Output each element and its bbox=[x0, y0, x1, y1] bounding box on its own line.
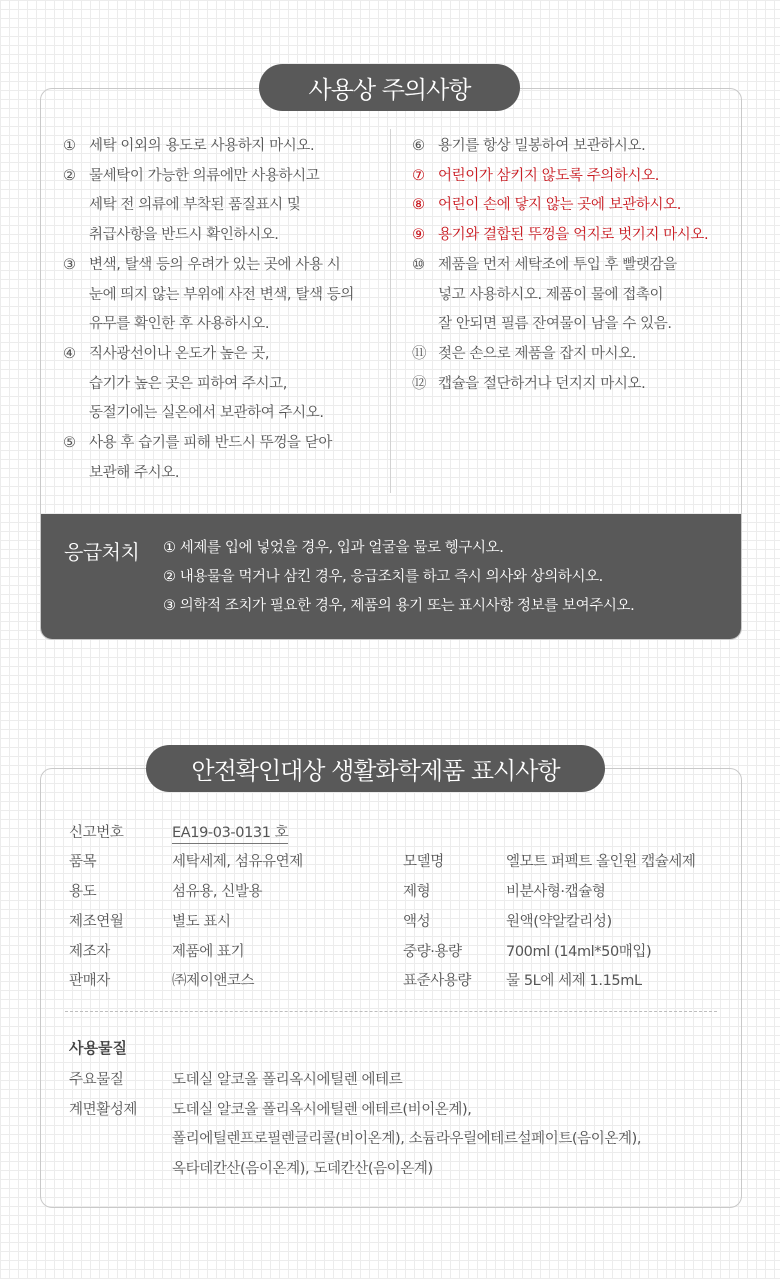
item-text bbox=[89, 132, 314, 162]
item-line: 습기가 높은 곳은 피하여 주시고, bbox=[89, 375, 287, 392]
info-value: 세탁세제, 섬유유연제 bbox=[172, 854, 303, 870]
item-line: 직사광선이나 온도가 높은 곳, bbox=[89, 345, 270, 362]
item-text bbox=[89, 429, 332, 488]
item-line: 용기를 항상 밀봉하여 보관하시오. bbox=[438, 138, 646, 154]
item-number: ⑫ bbox=[412, 375, 427, 392]
info-label: 제형 bbox=[403, 884, 431, 900]
item-line: 넣고 사용하시오. 제품이 물에 접촉이 bbox=[438, 286, 664, 303]
precautions-card bbox=[40, 88, 742, 640]
item-number: ⑦ bbox=[412, 167, 425, 184]
item-text bbox=[438, 191, 681, 221]
precautions-right-list bbox=[412, 132, 732, 399]
precaution-item bbox=[412, 251, 732, 340]
dashed-divider bbox=[65, 1011, 717, 1012]
item-line: 제품을 먼저 세탁조에 투입 후 빨랫감을 bbox=[438, 256, 677, 273]
report-no-value: EA19-03-0131 호 bbox=[172, 821, 288, 844]
item-number: ⑪ bbox=[412, 345, 427, 362]
info-value: 비분사형·캡슐형 bbox=[506, 884, 606, 900]
item-number: ① bbox=[63, 138, 76, 154]
substances-title: 사용물질 bbox=[69, 1039, 127, 1057]
precaution-item bbox=[412, 370, 732, 400]
precaution-item bbox=[63, 132, 393, 162]
item-number: ⑨ bbox=[412, 227, 425, 244]
item-number: ③ bbox=[63, 256, 76, 273]
item-number: ② bbox=[63, 167, 76, 184]
report-no-label: 신고번호 bbox=[69, 825, 124, 841]
item-text bbox=[89, 162, 319, 251]
item-line: 젖은 손으로 제품을 잡지 마시오. bbox=[438, 345, 636, 362]
item-line: 눈에 띄지 않는 부위에 사전 변색, 탈색 등의 bbox=[89, 286, 354, 303]
info-value: 700ml (14ml*50매입) bbox=[506, 944, 652, 960]
item-number: ⑤ bbox=[63, 435, 76, 452]
item-text bbox=[438, 162, 659, 192]
item-text bbox=[438, 132, 645, 162]
info-value: 물 5L에 세제 1.15mL bbox=[506, 973, 642, 989]
precaution-item bbox=[63, 429, 393, 488]
precaution-item bbox=[63, 162, 393, 251]
info-label: 품목 bbox=[69, 854, 97, 870]
item-number: ④ bbox=[63, 345, 76, 362]
info-value: 제품에 표기 bbox=[172, 944, 245, 960]
item-line: 세탁 전 의류에 부착된 품질표시 및 bbox=[89, 197, 301, 214]
info-value: 엘모트 퍼펙트 올인원 캡슐세제 bbox=[506, 854, 696, 870]
item-line: 사용 후 습기를 피해 반드시 뚜껑을 닫아 bbox=[89, 435, 332, 452]
item-text bbox=[438, 370, 645, 400]
item-number: ⑧ bbox=[412, 197, 425, 214]
item-number: ⑥ bbox=[412, 138, 425, 154]
item-line: 동절기에는 실온에서 보관하여 주시오. bbox=[89, 405, 324, 422]
surfactant-value: 도데실 알코올 폴리옥시에틸렌 에테르(비이온계), bbox=[172, 1102, 472, 1118]
info-value: 원액(약알칼리성) bbox=[506, 914, 612, 930]
info-label: 제조자 bbox=[69, 944, 110, 960]
item-line: 캡슐을 절단하거나 던지지 마시오. bbox=[438, 375, 646, 392]
info-value: 섬유용, 신발용 bbox=[172, 884, 263, 900]
item-line: 어린이가 삼키지 않도록 주의하시오. bbox=[438, 167, 659, 184]
precaution-item bbox=[63, 251, 393, 340]
first-aid-list bbox=[163, 534, 634, 621]
precaution-item bbox=[63, 340, 393, 429]
main-substance-label: 주요물질 bbox=[69, 1072, 124, 1088]
first-aid-item: ① 세제를 입에 넣었을 경우, 입과 얼굴을 물로 헹구시오. bbox=[163, 540, 504, 556]
precautions-left-list bbox=[63, 132, 393, 488]
precaution-item bbox=[412, 162, 732, 192]
precaution-item bbox=[412, 132, 732, 162]
item-line: 용기와 결합된 뚜껑을 억지로 벗기지 마시오. bbox=[438, 227, 709, 244]
precaution-item bbox=[412, 340, 732, 370]
first-aid-item: ③ 의학적 조치가 필요한 경우, 제품의 용기 또는 표시사항 정보를 보여주시오. bbox=[163, 598, 635, 614]
surfactant-value: 폴리에틸렌프로필렌글리콜(비이온계), 소듐라우릴에테르설페이트(음이온계), bbox=[172, 1131, 642, 1147]
item-line: 보관해 주시오. bbox=[89, 464, 180, 481]
info-value: 별도 표시 bbox=[172, 914, 231, 930]
first-aid-title: 응급처치 bbox=[64, 540, 140, 564]
surfactant-label: 계면활성제 bbox=[69, 1102, 138, 1118]
item-line: 잘 안되면 필름 잔여물이 남을 수 있음. bbox=[438, 316, 672, 333]
info-label: 제조연월 bbox=[69, 914, 124, 930]
precaution-item bbox=[412, 191, 732, 221]
first-aid-panel bbox=[41, 514, 741, 639]
item-line: 어린이 손에 닿지 않는 곳에 보관하시오. bbox=[438, 197, 681, 214]
surfactant-value: 옥타데칸산(음이온계), 도데칸산(음이온계) bbox=[172, 1161, 433, 1177]
item-text bbox=[438, 221, 708, 251]
info-value: ㈜제이앤코스 bbox=[172, 973, 255, 989]
main-substance-value: 도데실 알코올 폴리옥시에틸렌 에테르 bbox=[172, 1072, 403, 1088]
item-number: ⑩ bbox=[412, 256, 425, 273]
info-label: 중량·용량 bbox=[403, 944, 462, 960]
item-line: 변색, 탈색 등의 우려가 있는 곳에 사용 시 bbox=[89, 256, 341, 273]
item-line: 유무를 확인한 후 사용하시오. bbox=[89, 316, 270, 333]
label-info-title: 안전확인대상 생활화학제품 표시사항 bbox=[146, 745, 605, 792]
info-label: 판매자 bbox=[69, 973, 110, 989]
item-text bbox=[89, 340, 324, 429]
column-divider bbox=[390, 129, 391, 493]
precautions-title: 사용상 주의사항 bbox=[259, 64, 520, 111]
item-text bbox=[438, 251, 677, 340]
info-label: 표준사용량 bbox=[403, 973, 472, 989]
item-text bbox=[89, 251, 354, 340]
item-line: 취급사항을 반드시 확인하시오. bbox=[89, 227, 279, 244]
info-label: 모델명 bbox=[403, 854, 444, 870]
precaution-item bbox=[412, 221, 732, 251]
first-aid-item: ② 내용물을 먹거나 삼킨 경우, 응급조치를 하고 즉시 의사와 상의하시오. bbox=[163, 569, 603, 585]
item-line: 물세탁이 가능한 의류에만 사용하시고 bbox=[89, 167, 320, 184]
item-text bbox=[438, 340, 636, 370]
item-line: 세탁 이외의 용도로 사용하지 마시오. bbox=[89, 138, 315, 154]
info-label: 액성 bbox=[403, 914, 431, 930]
info-label: 용도 bbox=[69, 884, 97, 900]
label-info-card bbox=[40, 768, 742, 1208]
